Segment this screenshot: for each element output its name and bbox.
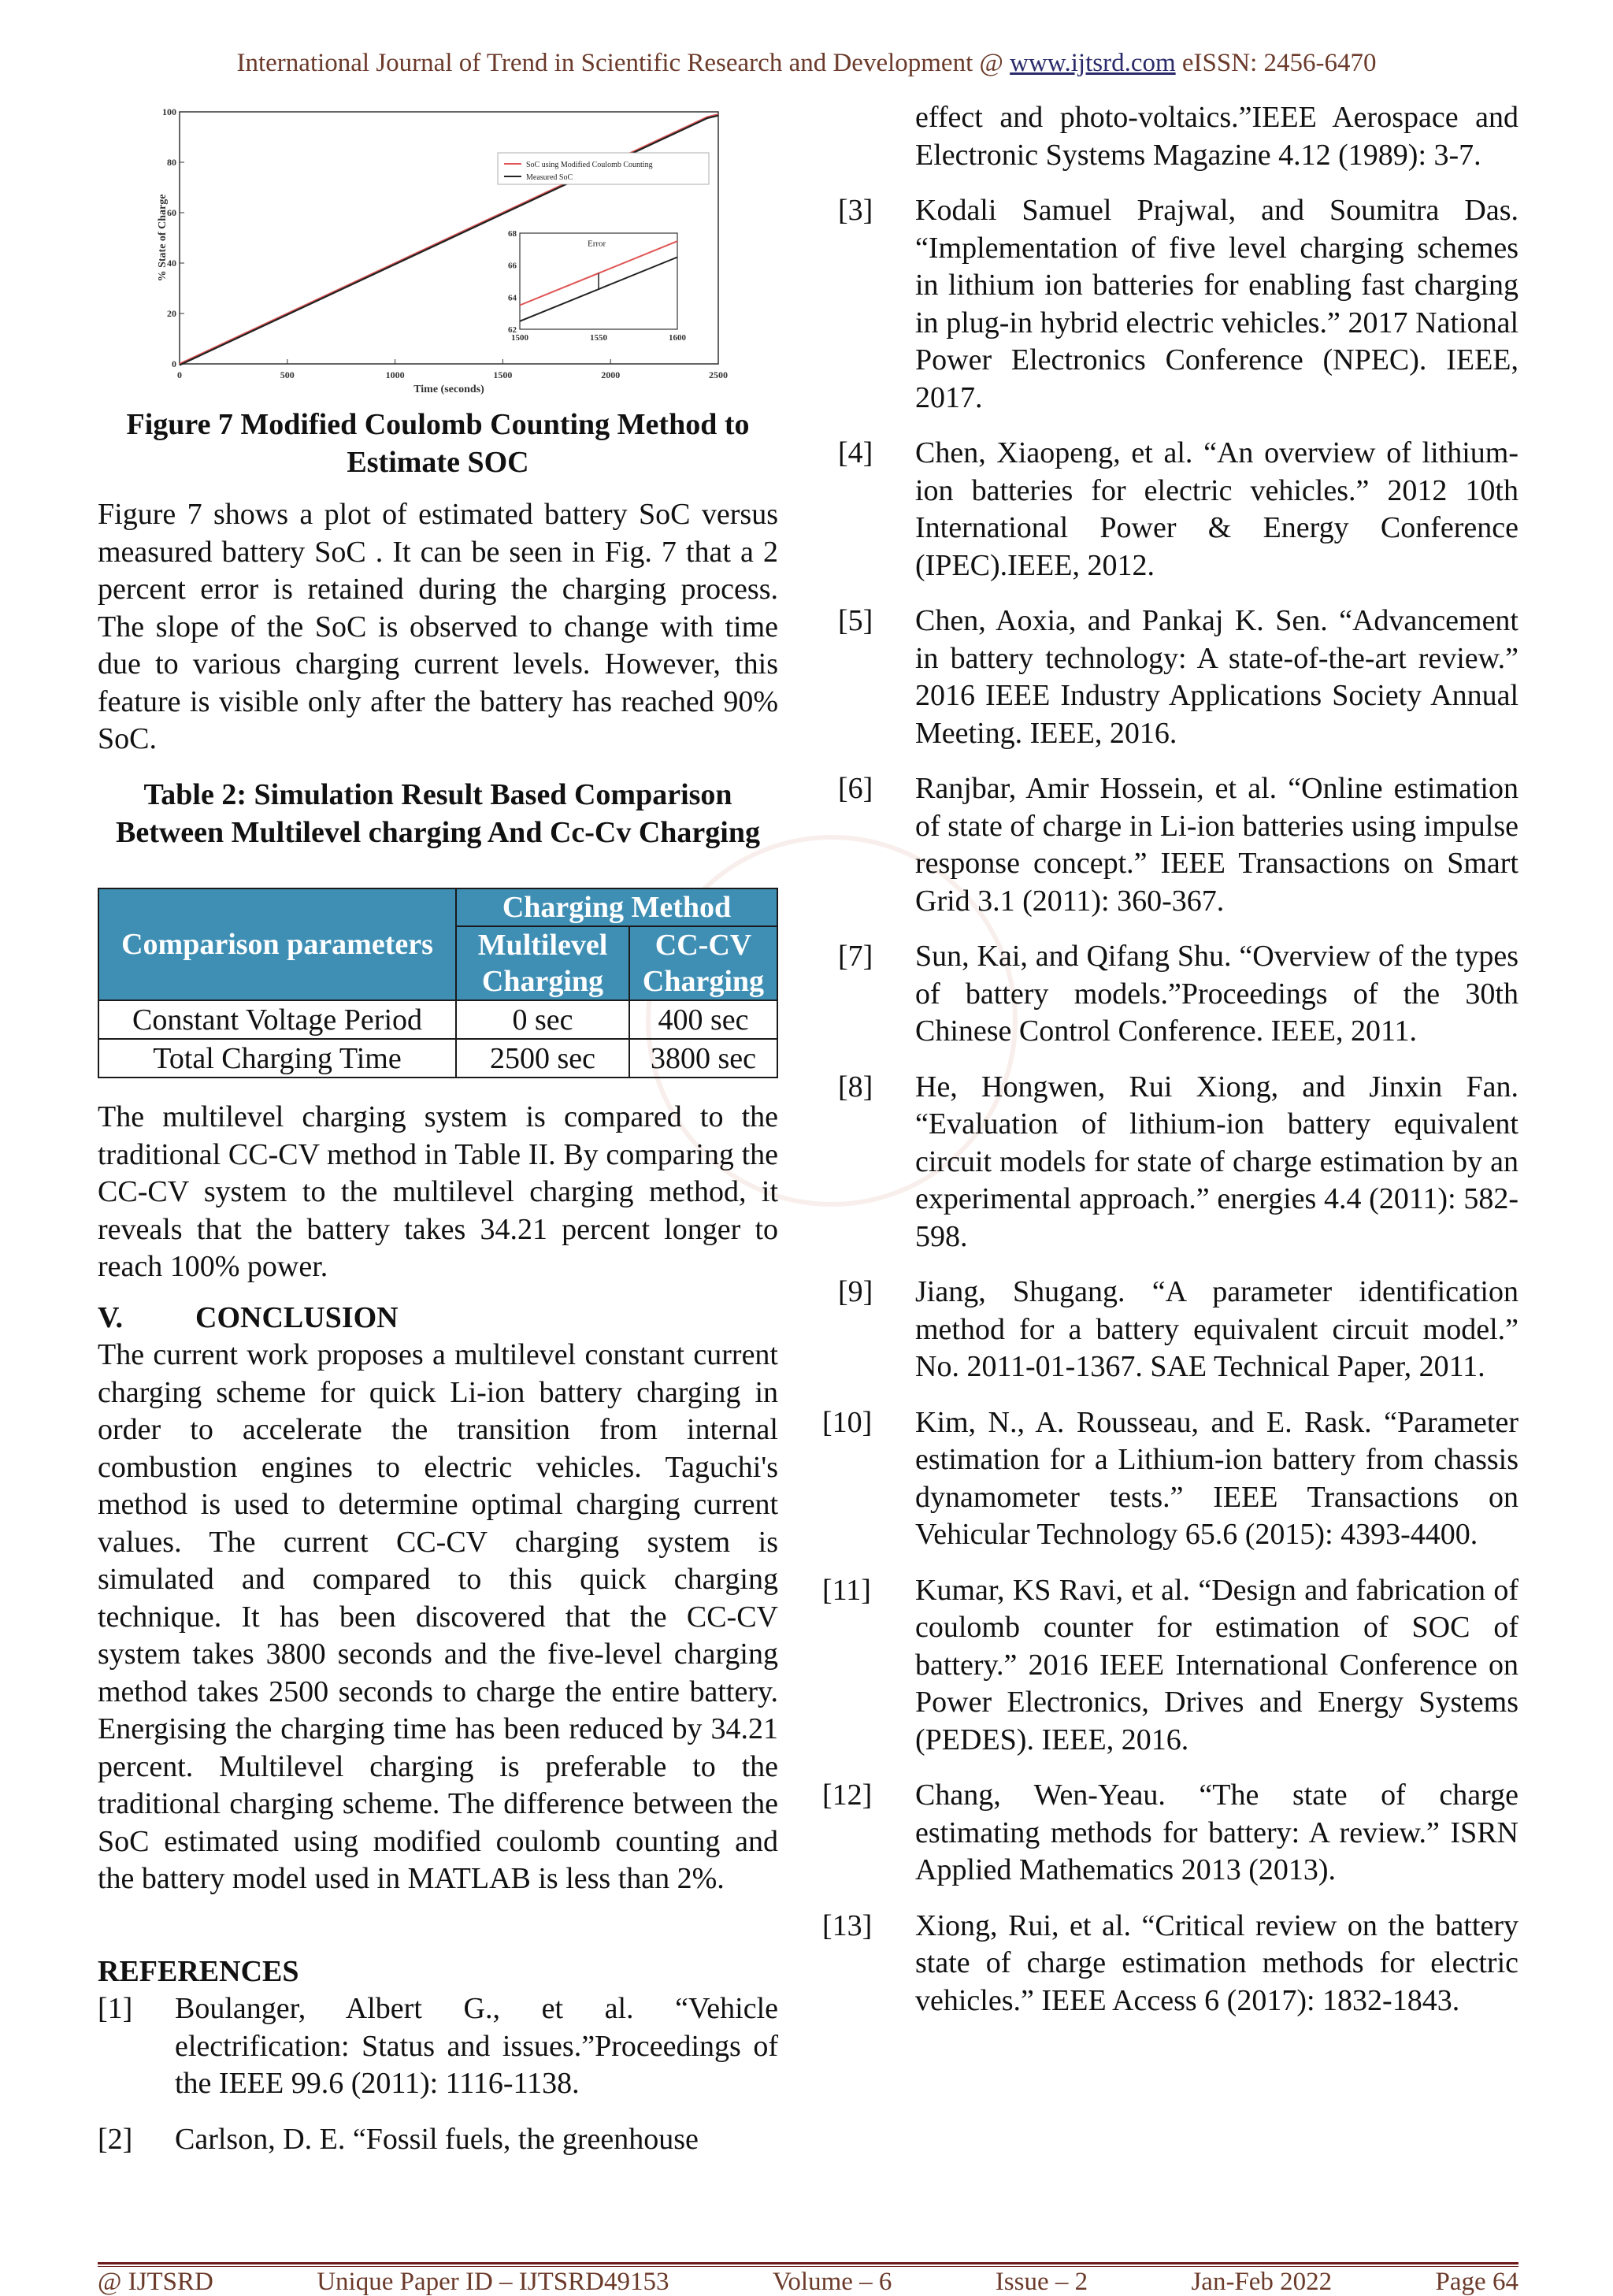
x-tick-label: 500 <box>280 369 295 380</box>
col-header-multilevel: Multilevel Charging <box>456 926 629 1000</box>
soc-chart <box>158 101 740 408</box>
y-tick-label: 100 <box>162 106 176 117</box>
y-tick-label: 40 <box>167 258 176 269</box>
reference-number: [12] <box>822 1779 873 1812</box>
reference-item <box>822 1404 1518 1554</box>
section-title: CONCLUSION <box>195 1301 399 1334</box>
x-tick-label: 2500 <box>709 369 728 380</box>
cell-multilevel: 2500 sec <box>456 1039 629 1078</box>
col-header-parameters: Comparison parameters <box>98 888 456 1000</box>
reference-text: Kim, N., A. Rousseau, and E. Rask. “Parameter estimation for a Lithium-ion battery from chassis dynamometer tests.” IEEE Transactions on Vehicular Technology 65.6 (2015): 4393-4400. <box>915 1405 1518 1551</box>
y-tick-label: 80 <box>167 157 176 168</box>
x-tick-label: 1000 <box>385 369 405 380</box>
reference-text: Chen, Aoxia, and Pankaj K. Sen. “Advancement in battery technology: A state-of-the-art review.” 2016 IEEE Industry Applications Society Annual Meeting. IEEE, 2016. <box>915 604 1518 750</box>
reference-item <box>822 1908 1518 2020</box>
table-caption: Table 2: Simulation Result Based Comparison Between Multilevel charging And Cc-Cv Charging <box>115 778 760 849</box>
table-row <box>98 1039 777 1078</box>
reference-item <box>822 770 1518 920</box>
reference-number: [9] <box>838 1275 873 1308</box>
reference-number: [3] <box>838 194 873 227</box>
footer-volume: Volume – 6 <box>772 2268 892 2296</box>
reference-text: Ranjbar, Amir Hossein, et al. “Online estimation of state of charge in Li-ion batteries using impulse response concept.” IEEE Transactions on Smart Grid 3.1 (2011): 360-367. <box>915 772 1518 918</box>
references-heading: REFERENCES <box>98 1955 299 1988</box>
reference-text: Kumar, KS Ravi, et al. “Design and fabrication of coulomb counter for estimation of SOC of battery.” 2016 IEEE International Conference on Power Electronics, Drives and Energy Systems (PEDES). IEEE, 2016. <box>915 1573 1518 1756</box>
reference-item <box>822 192 1518 417</box>
inset-y-tick-label: 62 <box>508 325 517 335</box>
legend-label: Measured SoC <box>526 173 573 182</box>
section-heading-conclusion <box>98 1300 399 1337</box>
references-list-left <box>98 1990 778 2176</box>
reference-number: [6] <box>838 772 873 805</box>
x-tick-label: 0 <box>177 369 182 380</box>
reference-number: [11] <box>822 1573 871 1607</box>
cell-cccv: 3800 sec <box>629 1039 777 1078</box>
footer-rule <box>98 2262 1518 2264</box>
reference-item <box>822 1069 1518 1256</box>
journal-url-link[interactable]: www.ijtsrd.com <box>1010 49 1176 77</box>
reference-number: [4] <box>838 436 873 469</box>
x-axis-label: Time (seconds) <box>413 384 484 395</box>
reference-number: [1] <box>98 1992 133 2025</box>
reference-number: [7] <box>838 940 873 973</box>
reference-item-continued <box>822 99 1518 174</box>
y-axis-label: % State of Charge <box>157 194 169 282</box>
paragraph-conclusion: The current work proposes a multilevel constant current charging scheme for quick Li-ion battery charging in order to accelerate the transition from internal combustion engines to electric vehicles. Taguchi's method is used to determine optimal charging current values. The current CC-CV charging system is simulated and compared to this quick charging technique. It has been discovered that the CC-CV system takes 3800 seconds and the five-level charging method takes 2500 seconds to charge the entire battery. Energising the charging time has been reduced by 34.21 percent. Multilevel charging is preferable to the traditional charging scheme. The difference between the SoC estimated using modified coulomb counting and the battery model used in MATLAB is less than 2%. <box>98 1338 778 1895</box>
issn: eISSN: 2456-6470 <box>1181 49 1377 77</box>
reference-text: Sun, Kai, and Qifang Shu. “Overview of the types of battery models.”Proceedings of the 30th Chinese Control Conference. IEEE, 2011. <box>915 940 1518 1048</box>
reference-text: Jiang, Shugang. “A parameter identification method for a battery equivalent circuit model.” No. 2011-01-1367. SAE Technical Paper, 2011. <box>915 1275 1518 1383</box>
x-tick-label: 1500 <box>493 369 513 380</box>
footer-date: Jan-Feb 2022 <box>1191 2268 1333 2296</box>
reference-item <box>822 603 1518 752</box>
reference-item <box>98 2121 778 2159</box>
reference-number: [8] <box>838 1070 873 1103</box>
y-tick-label: 20 <box>167 308 176 319</box>
reference-text-continued: effect and photo-voltaics.”IEEE Aerospace and Electronic Systems Magazine 4.12 (1989): 3-7. <box>915 101 1518 172</box>
cell-cccv: 400 sec <box>629 1000 777 1039</box>
footer-publisher: @ IJTSRD <box>98 2268 213 2296</box>
reference-text: Chang, Wen-Yeau. “The state of charge estimating methods for battery: A review.” ISRN Applied Mathematics 2013 (2013). <box>915 1779 1518 1886</box>
reference-item <box>822 1572 1518 1760</box>
inset-y-tick-label: 68 <box>508 229 517 239</box>
reference-item <box>98 1990 778 2103</box>
legend-label: SoC using Modified Coulomb Counting <box>526 161 653 169</box>
comparison-table <box>98 888 778 1078</box>
inset-x-tick-label: 1500 <box>511 333 528 343</box>
cell-param: Total Charging Time <box>98 1039 456 1078</box>
reference-text: Kodali Samuel Prajwal, and Soumitra Das. “Implementation of five level charging schemes in lithium ion batteries for enabling fast charging in plug-in hybrid electric vehicles.” 2017 National Power Electronics Conference (NPEC). IEEE, 2017. <box>915 194 1518 414</box>
reference-text: Boulanger, Albert G., et al. “Vehicle electrification: Status and issues.”Proceedings of the IEEE 99.6 (2011): 1116-1138. <box>175 1992 778 2100</box>
col-header-charging-method: Charging Method <box>456 888 777 926</box>
col-header-cccv: CC-CV Charging <box>629 926 777 1000</box>
paragraph-figure-discussion: Figure 7 shows a plot of estimated battery SoC versus measured battery SoC . It can be seen in Fig. 7 that a 2 percent error is retained during the charging process. The slope of the SoC is observed to change with time due to various charging current levels. However, this feature is visible only after the battery has reached 90% SoC. <box>98 498 778 755</box>
footer-rule-thin <box>98 2266 1518 2267</box>
inset-y-tick-label: 66 <box>508 261 517 271</box>
reference-item <box>822 1274 1518 1386</box>
paragraph-comparison: The multilevel charging system is compared to the traditional CC-CV method in Table II. By comparing the CC-CV system to the multilevel charging method, it reveals that the battery takes 34.21 percent longer to reach 100% power. <box>98 1100 778 1283</box>
reference-item <box>822 1777 1518 1890</box>
reference-number: [13] <box>822 1908 873 1942</box>
inset-y-tick-label: 64 <box>508 293 517 303</box>
reference-item <box>822 938 1518 1051</box>
section-number: V. <box>98 1301 124 1334</box>
cell-multilevel: 0 sec <box>456 1000 629 1039</box>
y-tick-label: 60 <box>167 207 176 218</box>
running-footer <box>98 2268 1518 2296</box>
reference-text-start: Carlson, D. E. “Fossil fuels, the greenhouse <box>175 2122 699 2156</box>
reference-text: Chen, Xiaopeng, et al. “An overview of lithium-ion batteries for electric vehicles.” 2012 10th International Power & Energy Conference (IPEC).IEEE, 2012. <box>915 436 1518 582</box>
reference-number: [10] <box>822 1405 873 1439</box>
reference-number: [2] <box>98 2122 133 2156</box>
reference-text: Xiong, Rui, et al. “Critical review on the battery state of charge estimation methods for electric vehicles.” IEEE Access 6 (2017): 1832-1843. <box>915 1908 1518 2017</box>
footer-page: Page 64 <box>1435 2268 1518 2296</box>
table-row <box>98 1000 777 1039</box>
y-tick-label: 0 <box>172 358 176 369</box>
journal-name: International Journal of Trend in Scientific Research and Development @ <box>236 49 1003 77</box>
inset-annotation: Error <box>588 239 606 249</box>
footer-issue: Issue – 2 <box>995 2268 1088 2296</box>
reference-number: [5] <box>838 604 873 637</box>
running-header <box>0 49 1613 78</box>
figure-caption: Figure 7 Modified Coulomb Counting Method to Estimate SOC <box>126 408 750 479</box>
inset-x-tick-label: 1550 <box>590 333 607 343</box>
cell-param: Constant Voltage Period <box>98 1000 456 1039</box>
references-list-right <box>822 99 1518 2038</box>
reference-item <box>822 435 1518 584</box>
x-tick-label: 2000 <box>601 369 621 380</box>
footer-paper-id: Unique Paper ID – IJTSRD49153 <box>317 2268 669 2296</box>
reference-text: He, Hongwen, Rui Xiong, and Jinxin Fan. “Evaluation of lithium-ion battery equivalent circuit models for state of charge estimation by an experimental approach.” energies 4.4 (2011): 582-598. <box>915 1070 1518 1253</box>
inset-x-tick-label: 1600 <box>669 333 686 343</box>
